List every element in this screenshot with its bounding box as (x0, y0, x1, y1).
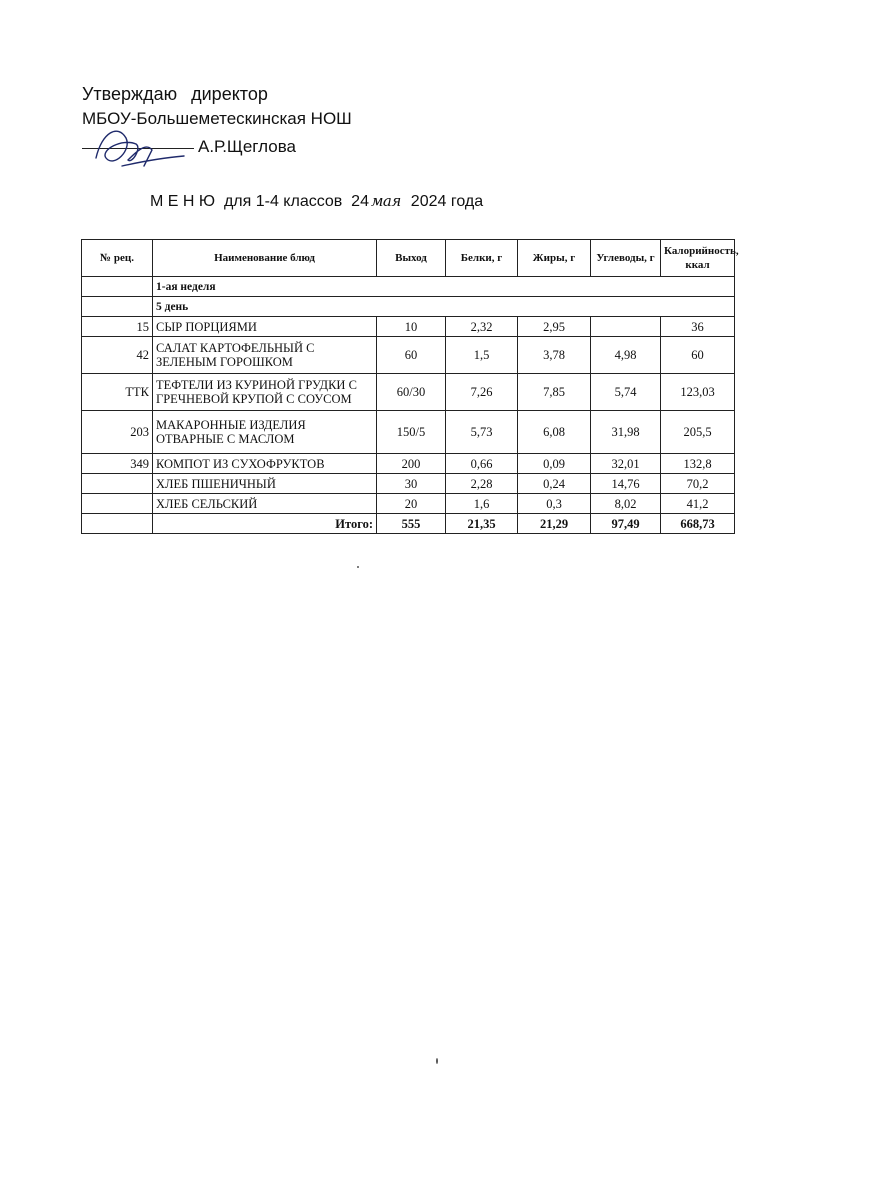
output: 200 (377, 454, 446, 474)
carbs: 14,76 (591, 474, 661, 494)
day-row (82, 297, 735, 317)
recipe-number: 15 (82, 317, 153, 337)
col-header-recipe: № рец. (82, 240, 153, 277)
total-output: 555 (377, 514, 446, 534)
calories: 41,2 (661, 494, 735, 514)
table-row (82, 474, 735, 494)
scan-speck (436, 1058, 438, 1064)
calories: 132,8 (661, 454, 735, 474)
output: 150/5 (377, 411, 446, 454)
recipe-number: ТТК (82, 374, 153, 411)
scan-speck (357, 566, 359, 568)
recipe-number: 349 (82, 454, 153, 474)
fat: 7,85 (518, 374, 591, 411)
col-header-protein: Белки, г (446, 240, 518, 277)
menu-table (81, 239, 739, 534)
carbs (591, 317, 661, 337)
approval-line (82, 84, 268, 105)
total-fat: 21,29 (518, 514, 591, 534)
protein: 1,6 (446, 494, 518, 514)
approve-label: Утверждаю (82, 84, 178, 104)
fat: 6,08 (518, 411, 591, 454)
menu-title (150, 192, 483, 211)
carbs: 32,01 (591, 454, 661, 474)
recipe-number (82, 494, 153, 514)
menu-title-prefix: М Е Н Ю для 1-4 классов 24 (150, 193, 369, 210)
fat: 0,09 (518, 454, 591, 474)
protein: 0,66 (446, 454, 518, 474)
position-label: директор (191, 84, 268, 104)
fat: 3,78 (518, 337, 591, 374)
calories: 205,5 (661, 411, 735, 454)
signatory-name: А.Р.Щеглова (198, 137, 296, 156)
output: 30 (377, 474, 446, 494)
fat: 0,3 (518, 494, 591, 514)
dish-name: ХЛЕБ ПШЕНИЧНЫЙ (153, 474, 377, 494)
week-row (82, 277, 735, 297)
calories: 70,2 (661, 474, 735, 494)
col-header-carbs: Углеводы, г (591, 240, 661, 277)
protein: 2,28 (446, 474, 518, 494)
dish-name: САЛАТ КАРТОФЕЛЬНЫЙ С ЗЕЛЕНЫМ ГОРОШКОМ (153, 337, 377, 374)
dish-name: ТЕФТЕЛИ ИЗ КУРИНОЙ ГРУДКИ С ГРЕЧНЕВОЙ КРУПОЙ С СОУСОМ (153, 374, 377, 411)
protein: 7,26 (446, 374, 518, 411)
day-label: 5 день (153, 297, 735, 317)
table-row (82, 337, 735, 374)
dish-name: КОМПОТ ИЗ СУХОФРУКТОВ (153, 454, 377, 474)
recipe-number: 42 (82, 337, 153, 374)
table-row (82, 317, 735, 337)
week-label: 1-ая неделя (153, 277, 735, 297)
total-label: Итого: (153, 514, 377, 534)
output: 60/30 (377, 374, 446, 411)
fat: 2,95 (518, 317, 591, 337)
organization-name: МБОУ-Большеметескинская НОШ (82, 109, 352, 128)
recipe-number (82, 474, 153, 494)
output: 10 (377, 317, 446, 337)
carbs: 5,74 (591, 374, 661, 411)
table-row (82, 374, 735, 411)
menu-title-suffix: 2024 года (410, 193, 484, 210)
recipe-number: 203 (82, 411, 153, 454)
table-row (82, 494, 735, 514)
table-row (82, 454, 735, 474)
total-protein: 21,35 (446, 514, 518, 534)
output: 20 (377, 494, 446, 514)
table-row (82, 411, 735, 454)
protein: 1,5 (446, 337, 518, 374)
handwritten-month: мая (370, 192, 401, 210)
dish-name: МАКАРОННЫЕ ИЗДЕЛИЯ ОТВАРНЫЕ С МАСЛОМ (153, 411, 377, 454)
dish-name: СЫР ПОРЦИЯМИ (153, 317, 377, 337)
col-header-output: Выход (377, 240, 446, 277)
calories: 60 (661, 337, 735, 374)
dish-name: ХЛЕБ СЕЛЬСКИЙ (153, 494, 377, 514)
carbs: 4,98 (591, 337, 661, 374)
table-header-row (82, 240, 735, 277)
col-header-calories: Калорийность, ккал (661, 240, 735, 277)
protein: 5,73 (446, 411, 518, 454)
total-carbs: 97,49 (591, 514, 661, 534)
calories: 36 (661, 317, 735, 337)
col-header-fat: Жиры, г (518, 240, 591, 277)
carbs: 31,98 (591, 411, 661, 454)
col-header-dish: Наименование блюд (153, 240, 377, 277)
handwritten-signature (92, 118, 192, 178)
calories: 123,03 (661, 374, 735, 411)
fat: 0,24 (518, 474, 591, 494)
total-calories: 668,73 (661, 514, 735, 534)
total-row (82, 514, 735, 534)
carbs: 8,02 (591, 494, 661, 514)
output: 60 (377, 337, 446, 374)
protein: 2,32 (446, 317, 518, 337)
